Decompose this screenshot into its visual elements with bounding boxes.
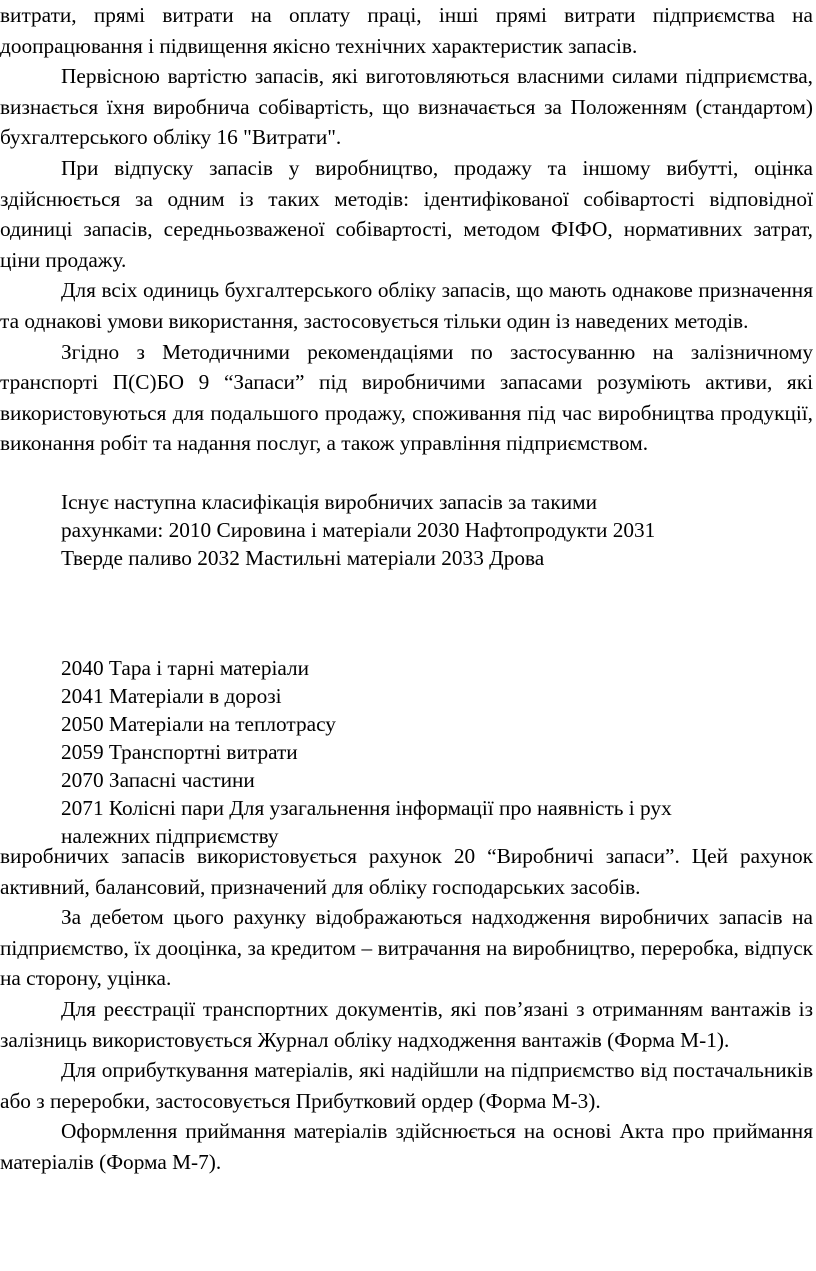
paragraph-initial-cost: Первісною вартістю запасів, які виготовляються власними силами підприємства, визнається їхня виробнича собівартість, що визначається за Положенням (стандартом) бухгалтерського обліку 16 "Витрати". bbox=[0, 64, 813, 150]
classification-intro bbox=[61, 488, 761, 572]
paragraph-continuation: витрати, прямі витрати на оплату праці, інші прямі витрати підприємства на доопрацювання і підвищення якісно технічних характеристик запасів. bbox=[0, 3, 813, 58]
paragraph-acceptance-act-m7: Оформлення приймання матеріалів здійснюється на основі Акта про приймання матеріалів (Форма М-7). bbox=[0, 1119, 813, 1174]
paragraph-journal-m1: Для реєстрації транспортних документів, які пов’язані з отриманням вантажів із залізниць використовується Журнал обліку надходження вантажів (Форма М-1). bbox=[0, 996, 813, 1052]
list-item: 2059 Транспортні витрати bbox=[61, 740, 298, 764]
list-item: 2041 Матеріали в дорозі bbox=[61, 684, 282, 708]
body-text-top bbox=[0, 0, 813, 459]
list-item: 2050 Матеріали на теплотрасу bbox=[61, 712, 336, 736]
list-item: 2071 Колісні пари Для узагальнення інформації про наявність і рух bbox=[61, 796, 672, 820]
classification-line: Тверде паливо 2032 Мастильні матеріали 2033 Дрова bbox=[61, 546, 545, 570]
paragraph-debit-credit: За дебетом цього рахунку відображаються надходження виробничих запасів на підприємство, їх дооцінка, за кредитом – витрачання на виробництво, переробка, відпуск на сторону, уцінка. bbox=[0, 905, 813, 991]
body-text-bottom bbox=[0, 841, 813, 1178]
paragraph-methodical-recommendations: Згідно з Методичними рекомендаціями по застосуванню на залізничному транспорті П(С)БО 9 “Запаси” під виробничими запасами розуміють активи, які використовуються для подальшого продажу, споживання під час виробництва продукції, виконання робіт та надання послуг, а також управління підприємством. bbox=[0, 339, 813, 456]
classification-line: Існує наступна класифікація виробничих запасів за такими bbox=[61, 490, 597, 514]
paragraph-account-20: виробничих запасів використовується рахунок 20 “Виробничі запаси”. Цей рахунок активний, балансовий, призначений для обліку господарських засобів. bbox=[0, 844, 813, 899]
account-list bbox=[61, 654, 781, 850]
paragraph-receipt-order-m3: Для оприбуткування матеріалів, які надійшли на підприємство від постачальників або з переробки, застосовується Прибутковий ордер (Форма М-3). bbox=[0, 1058, 813, 1113]
paragraph-single-method: Для всіх одиниць бухгалтерського обліку запасів, що мають однакове призначення та однакові умови використання, застосовується тільки один із наведених методів. bbox=[0, 278, 813, 333]
paragraph-valuation-methods: При відпуску запасів у виробництво, продажу та іншому вибутті, оцінка здійснюється за одним із таких методів: ідентифікованої собівартості відповідної одиниці запасів, середньозваженої собівартості, методом ФІФО, нормативних затрат, ціни продажу. bbox=[0, 155, 813, 272]
list-item: належних підприємству bbox=[61, 824, 279, 848]
list-item: 2070 Запасні частини bbox=[61, 768, 255, 792]
list-item: 2040 Тара і тарні матеріали bbox=[61, 656, 310, 680]
classification-line: рахунками: 2010 Сировина і матеріали 2030 Нафтопродукти 2031 bbox=[61, 518, 656, 542]
